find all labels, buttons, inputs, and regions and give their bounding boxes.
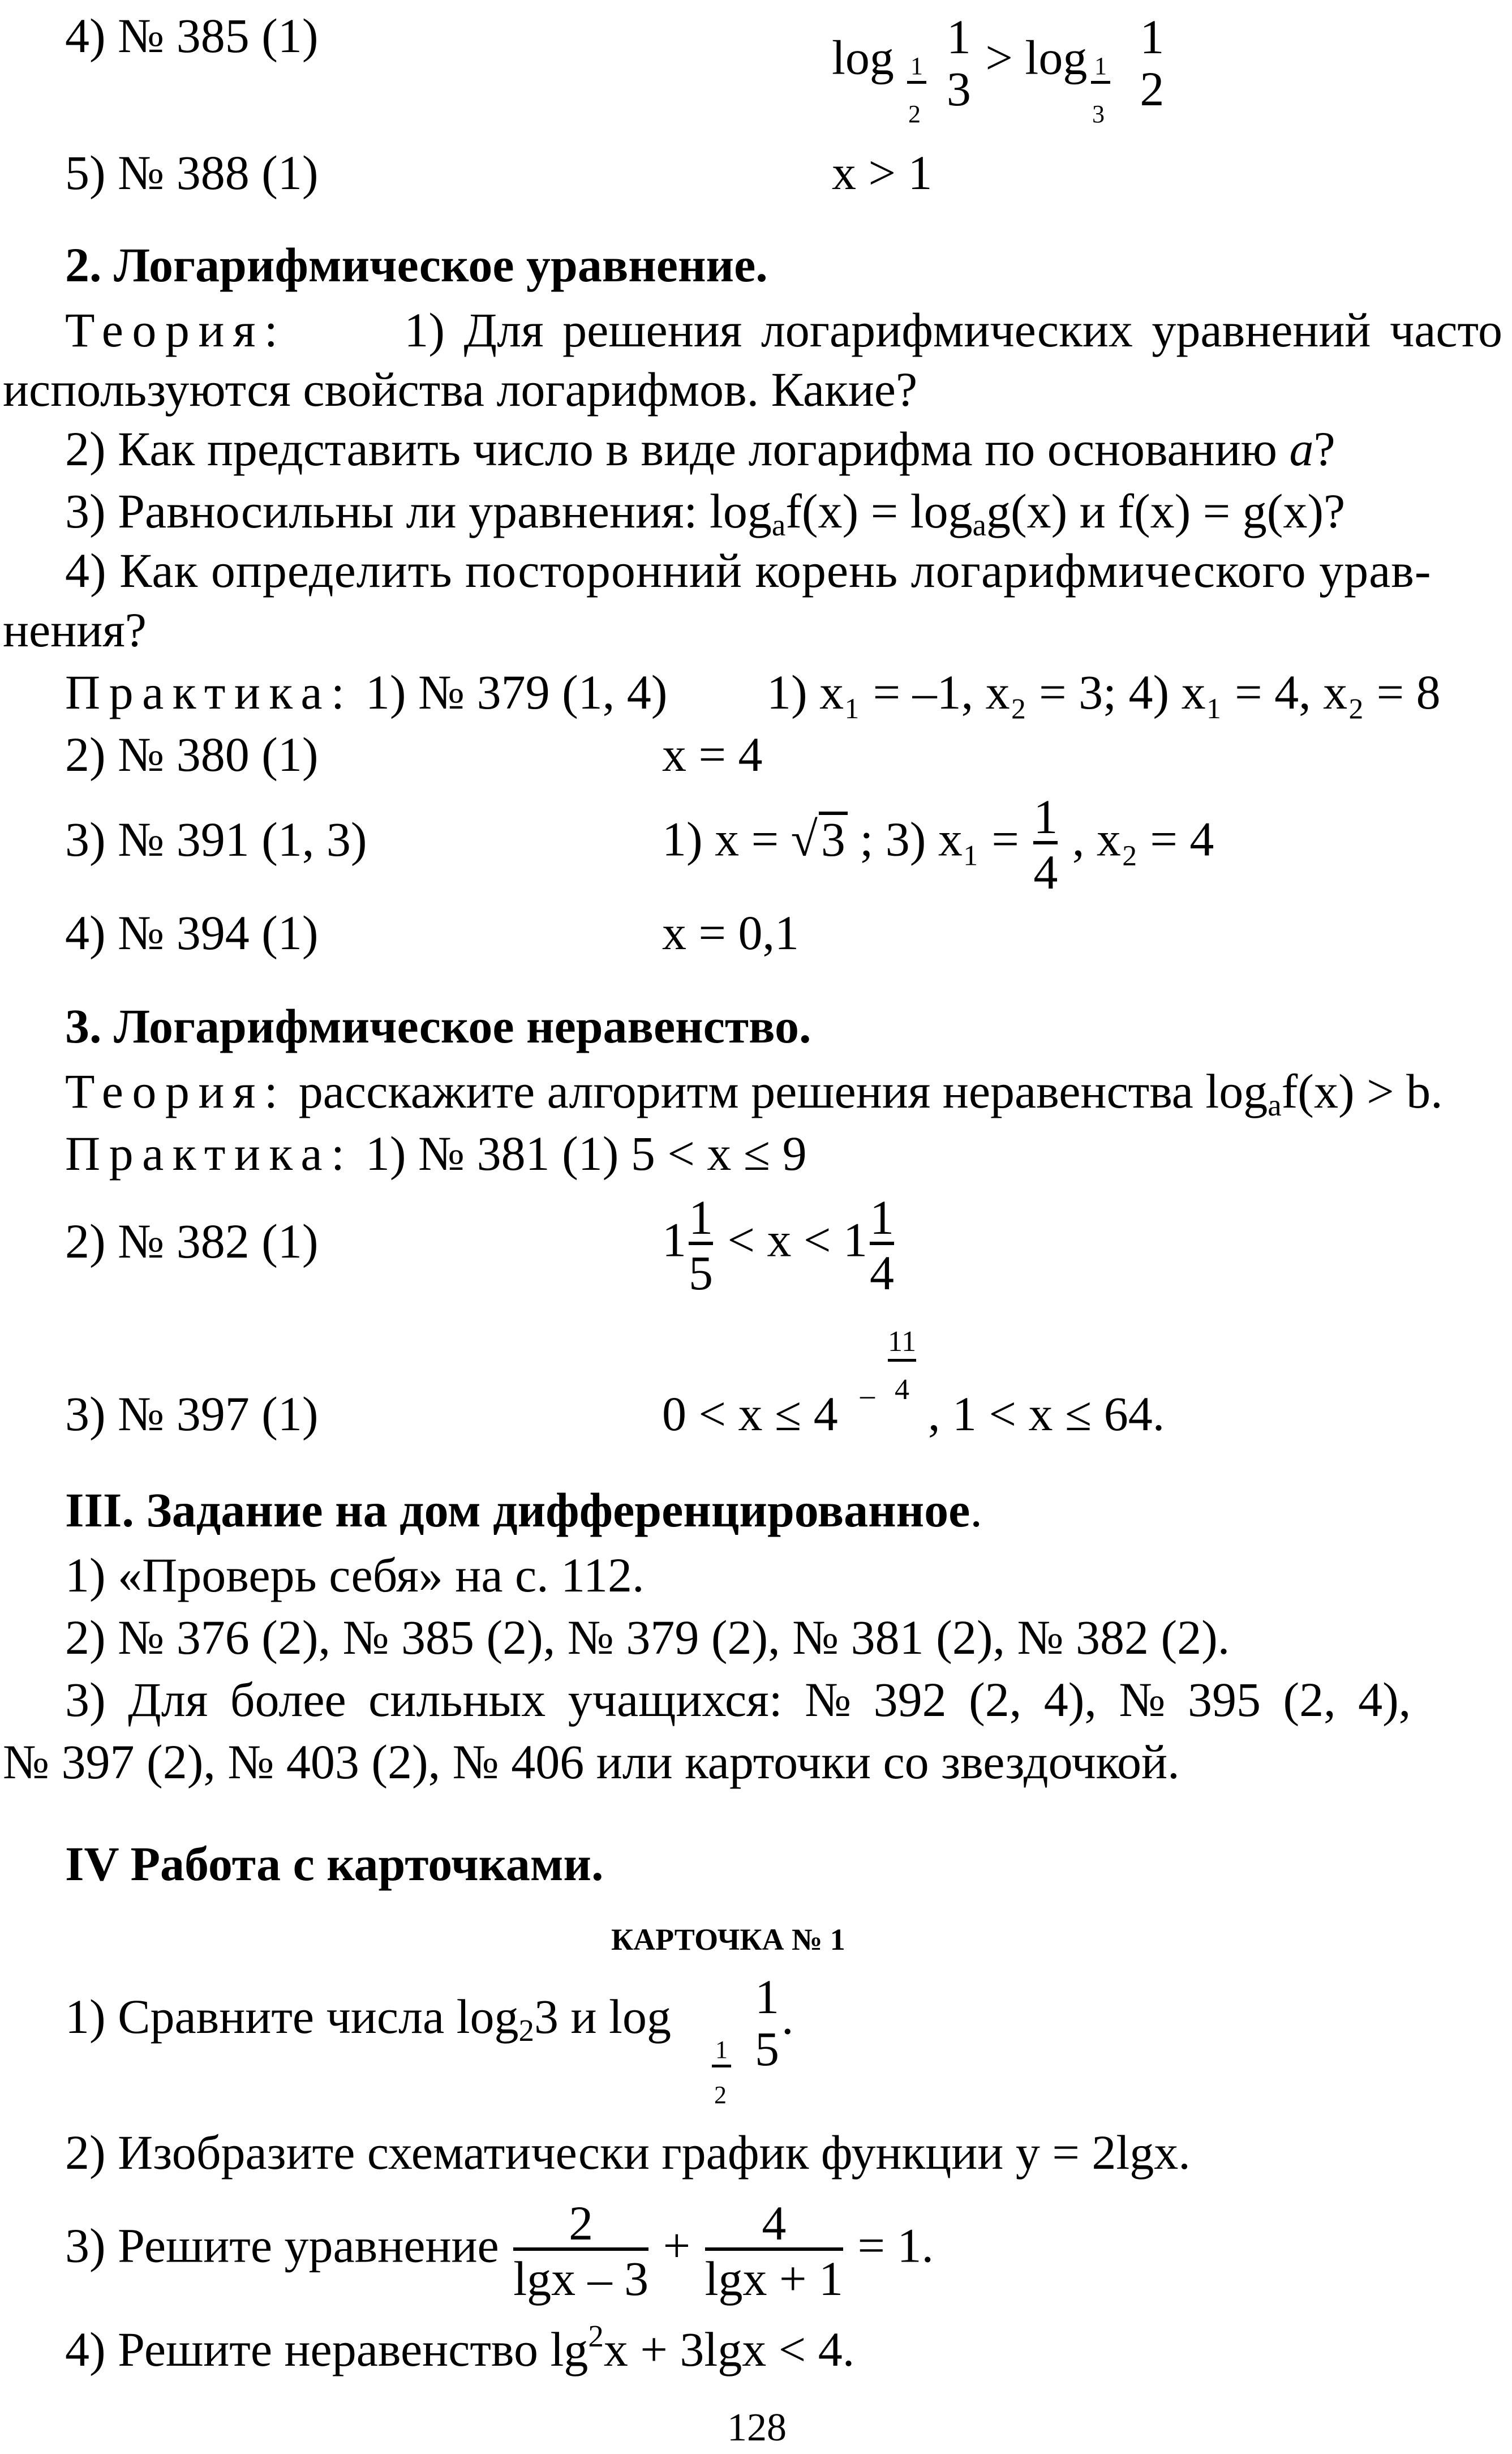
section-3-practice-1: Практика: 1) № 381 (1) 5 < x ≤ 9 xyxy=(65,1126,807,1181)
sqrt-symbol: √ xyxy=(791,812,818,866)
homework-3a: 3) Для более сильных учащихся: № 392 (2, 4), № 395 (2, 4), xyxy=(65,1672,1411,1727)
section-3-homework-heading: III. Задание на дом дифференцированное. xyxy=(65,1483,982,1537)
fraction-one-fourth-2: $\frac{1}{4}$ xyxy=(870,1190,895,1300)
line-388 xyxy=(65,145,319,200)
theory-4a: 4) Как определить посторонний корень логарифмического урав- xyxy=(65,543,1432,598)
card-task-3-fraction-1: $\frac{2}{\lg x - 3}$ xyxy=(513,2196,649,2306)
exponent-fraction: – $\frac{11}{4}$ xyxy=(860,1325,917,1412)
log-base-third-den: 3 xyxy=(1092,100,1105,128)
page-number: 128 xyxy=(727,2406,787,2449)
fraction-one-fifth: $\frac{1}{5}$ xyxy=(689,1190,713,1300)
card-task-2: 2) Изобразите схематически график функции y = 2lgx. xyxy=(65,2125,1191,2180)
homework-1: 1) «Проверь себя» на с. 112. xyxy=(65,1548,645,1602)
theory-label: Теория: xyxy=(65,303,287,357)
answer-397-part2: , 1 < x ≤ 64. xyxy=(928,1387,1165,1441)
card-title: КАРТОЧКА № 1 xyxy=(611,1923,845,1957)
answer-397-part1: 0 < x ≤ 4 xyxy=(662,1387,838,1441)
log-base-half-den: 2 xyxy=(908,100,921,128)
fraction-one-fourth: $\frac{1}{4}$ xyxy=(1033,790,1058,899)
fraction-one-half: 1 2 xyxy=(1140,10,1165,116)
line-385 xyxy=(65,8,319,63)
answer-394: x = 0,1 xyxy=(662,906,800,960)
card-task-1-base-den: 2 xyxy=(714,2081,727,2109)
answer-388: x > 1 xyxy=(832,145,933,200)
card-task-1: 1) Сравните числа $\log_23$ и log xyxy=(65,1989,671,2048)
answer-382: 1 $\frac{1}{5}$ < x < 1 $\frac{1}{4}$ xyxy=(662,1190,895,1300)
task-394-label: 4) № 394 (1) xyxy=(65,906,319,960)
section-3-theory: Теория: расскажите алгоритм решения неравенства $\log_af(x) > b$. xyxy=(65,1064,1443,1122)
section-3-heading: 3. Логарифмическое неравенство. xyxy=(65,999,811,1053)
log-base-third: 1 xyxy=(1089,54,1112,86)
task-388-label: 5) № 388 (1) xyxy=(65,145,319,200)
theory-1b: используются свойства логарифмов. Какие? xyxy=(3,362,918,417)
task-380-label: 2) № 380 (1) xyxy=(65,727,319,782)
log-base-half: 1 xyxy=(905,54,928,86)
card-task-3-fraction-2: $\frac{4}{\lg x + 1}$ xyxy=(705,2196,844,2306)
card-task-1-fraction: 1 5 . xyxy=(755,1970,794,2076)
theory-1a: 1) Для решения логарифмических уравнений часто xyxy=(404,303,1502,357)
section-4-heading: IV Работа с карточками. xyxy=(65,1837,604,1891)
theory-4b: нения? xyxy=(3,603,147,657)
section-2-practice-1: Практика: 1) № 379 (1, 4) xyxy=(65,665,668,719)
fraction-one-third: 1 3 xyxy=(946,10,971,116)
card-task-4: 4) Решите неравенство $\lg^2x + 3\lg x < 4$. xyxy=(65,2319,855,2376)
answer-379: 1) x₁ = –1, x₂ = 3; 4) x₁ = 4, x₂ = 8 xyxy=(767,665,1441,719)
homework-2: 2) № 376 (2), № 385 (2), № 379 (2), № 381 (2), № 382 (2). xyxy=(65,1610,1230,1664)
task-385-label: 4) № 385 (1) xyxy=(65,8,319,63)
practice-label: Практика: xyxy=(65,665,354,719)
log-text-2: log xyxy=(1025,30,1088,85)
theory-3: 3) Равносильны ли уравнения: $\log_af(x) = \log_ag(x)$ и f(x) = g(x)? xyxy=(65,484,1346,542)
task-391-label: 3) № 391 (1, 3) xyxy=(65,812,367,866)
theory-2: 2) Как представить число в виде логарифма по основанию a? xyxy=(65,422,1335,476)
task-382-label: 2) № 382 (1) xyxy=(65,1214,319,1268)
homework-3b: № 397 (2), № 403 (2), № 406 или карточки со звездочкой. xyxy=(3,1735,1180,1789)
card-task-1-base: 1 xyxy=(710,2037,733,2070)
section-2-theory-line-1 xyxy=(65,303,1502,357)
log-comparison xyxy=(832,10,1166,116)
answer-380: x = 4 xyxy=(662,727,763,782)
answer-391: 1) x = √3 ; 3) x₁ = $\frac{1}{4}$ , x₂ = 4 xyxy=(662,790,1214,899)
log-text-1: log xyxy=(832,30,894,85)
card-task-3: 3) Решите уравнение $\frac{2}{\lg x - 3}$ + $\frac{4}{\lg x + 1}$ = 1. xyxy=(65,2196,934,2306)
task-397-label: 3) № 397 (1) xyxy=(65,1387,319,1441)
section-2-heading: 2. Логарифмическое уравнение. xyxy=(65,238,768,292)
greater-sign: > xyxy=(985,30,1013,85)
